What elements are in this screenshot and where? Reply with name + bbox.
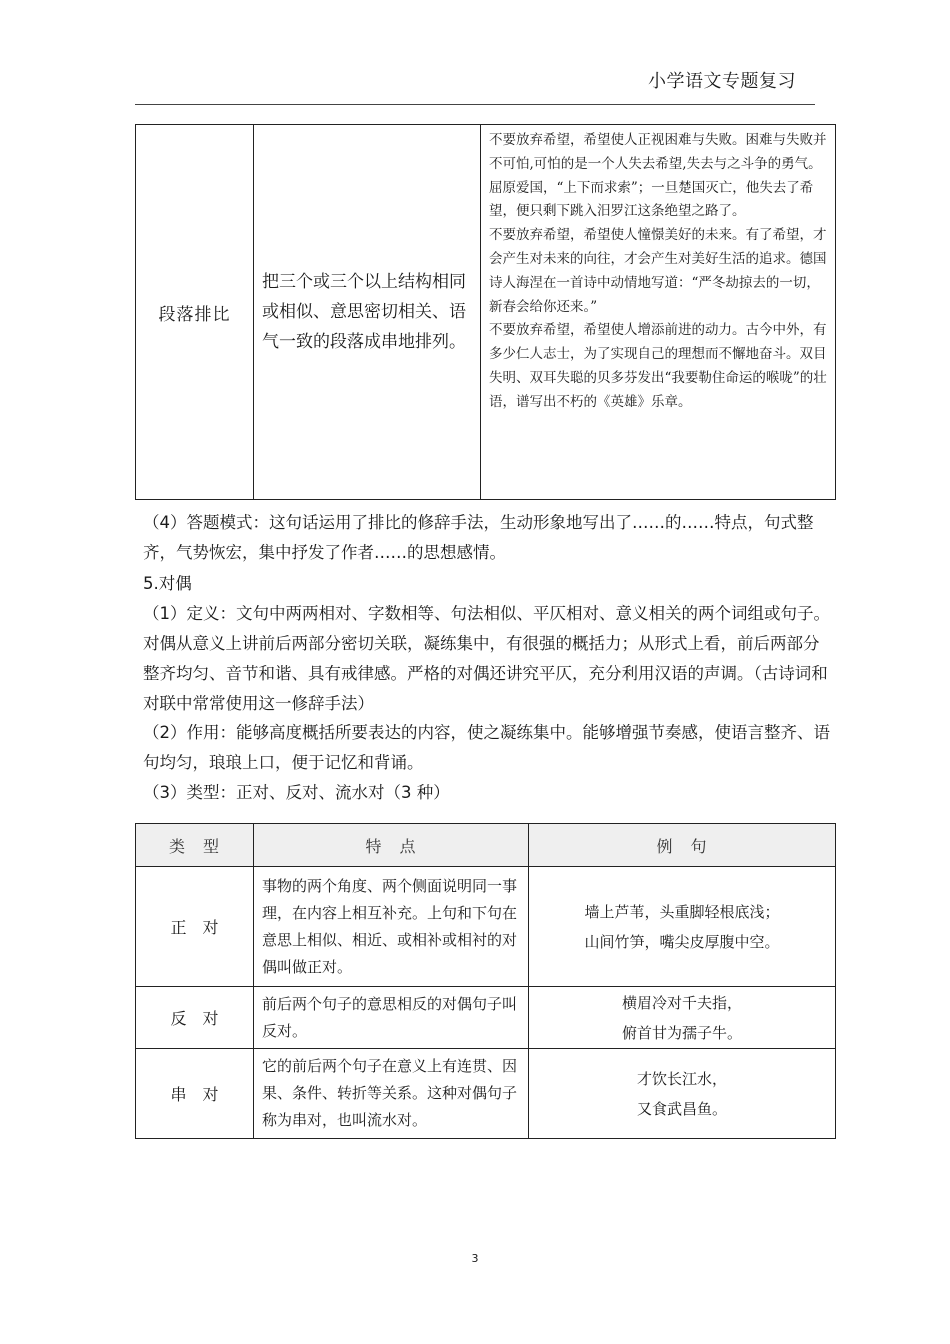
example-cell <box>529 1049 836 1139</box>
antithesis-types-table <box>135 823 836 1139</box>
table-row <box>136 1049 836 1139</box>
table-row <box>136 867 836 987</box>
example-cell <box>529 987 836 1049</box>
definition-paragraph: （1）定义：文句中两两相对、字数相等、句法相似、平仄相对、意义相关的两个词组或句子。对偶从意义上讲前后两部分密切关联，凝练集中，有很强的概括力；从形式上看，前后两部分整齐均匀、音节和谐、具有戒律感。严格的对偶还讲究平仄，充分利用汉语的声调。（古诗词和对联中常常使用这一修辞手法） <box>143 604 830 713</box>
column-header: 类 型 <box>136 824 254 867</box>
type-cell: 正 对 <box>136 867 254 987</box>
example-line: 俯首甘为孺子牛。 <box>621 1023 742 1042</box>
example-paragraph: 不要放弃希望，希望使人增添前进的动力。古今中外，有多少仁人志士，为了实现自己的理想而不懈地奋斗。双目失明、双耳失聪的贝多芬发出“我要勒住命运的喉咙”的壮语，谱写出不朽的《英雄》乐章。 <box>489 322 827 410</box>
table-row <box>136 125 836 500</box>
column-header: 例 句 <box>529 824 836 867</box>
page-header-title: 小学语文专题复习 <box>648 71 796 92</box>
feature-cell: 前后两个句子的意思相反的对偶句子叫反对。 <box>254 987 529 1049</box>
page-number: 3 <box>471 1252 479 1265</box>
example-line: 横眉冷对千夫指， <box>621 993 742 1012</box>
rhetoric-type-cell: 段落排比 <box>136 125 254 500</box>
example-line: 墙上芦苇，头重脚轻根底浅； <box>584 902 780 921</box>
example-line: 才饮长江水， <box>636 1069 727 1088</box>
types-paragraph: （3）类型：正对、反对、流水对（3 种） <box>143 783 450 802</box>
example-paragraph: 不要放弃希望，希望使人憧憬美好的未来。有了希望，才会产生对未来的向往，才会产生对美好生活的追求。德国诗人海涅在一首诗中动情地写道：“严冬劫掠去的一切，新春会给你还来。” <box>489 227 827 315</box>
section-heading: 5.对偶 <box>143 574 192 593</box>
example-line: 又食武昌鱼。 <box>636 1099 727 1118</box>
type-cell: 反 对 <box>136 987 254 1049</box>
header-divider <box>135 104 815 105</box>
feature-cell: 它的前后两个句子在意义上有连贯、因果、条件、转折等关系。这种对偶句子称为串对，也叫流水对。 <box>254 1049 529 1139</box>
example-line: 山间竹笋，嘴尖皮厚腹中空。 <box>584 932 780 951</box>
type-cell: 串 对 <box>136 1049 254 1139</box>
feature-cell: 事物的两个角度、两个侧面说明同一事理，在内容上相互补充。上句和下句在意思上相似、相近、或相补或相衬的对偶叫做正对。 <box>254 867 529 987</box>
table-header-row <box>136 824 836 867</box>
answer-mode-paragraph: （4）答题模式：这句话运用了排比的修辞手法，生动形象地写出了……的……特点，句式整齐，气势恢宏，集中抒发了作者……的思想感情。 <box>143 513 814 562</box>
example-cell <box>529 867 836 987</box>
parallelism-table <box>135 124 836 500</box>
example-paragraph: 不要放弃希望，希望使人正视困难与失败。困难与失败并不可怕,可怕的是一个人失去希望,失去与之斗争的勇气。屈原爱国，“上下而求索”；一旦楚国灭亡，他失去了希望，便只剩下跳入汨罗江这条绝望之路了。 <box>489 132 827 220</box>
example-cell <box>481 125 836 500</box>
column-header: 特 点 <box>254 824 529 867</box>
definition-cell: 把三个或三个以上结构相同或相似、意思密切相关、语气一致的段落成串地排列。 <box>254 125 481 500</box>
function-paragraph: （2）作用：能够高度概括所要表达的内容，使之凝练集中。能够增强节奏感，使语言整齐、语句均匀，琅琅上口，便于记忆和背诵。 <box>143 723 830 772</box>
table-row <box>136 987 836 1049</box>
